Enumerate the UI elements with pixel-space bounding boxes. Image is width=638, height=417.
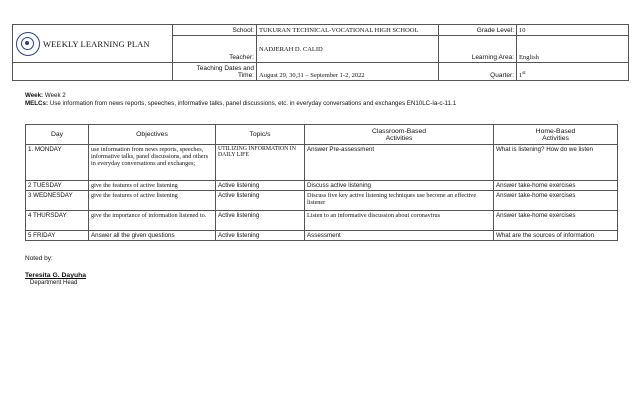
objective-cell: use information from news reports, speeches, informative talks, panel discussions, and others in everyday conversations and exchanges; [89, 145, 216, 181]
signatory-role: Department Head [30, 280, 78, 286]
day-cell: 1. MONDAY [26, 145, 89, 181]
table-row [26, 191, 618, 211]
table-row [26, 211, 618, 231]
day-cell: 4 THURSDAY [26, 211, 89, 231]
area-label: Learning Area: [439, 36, 517, 63]
teacher-value: NADJERAH D. CALID [257, 36, 439, 63]
day-header: Day [26, 125, 89, 145]
header-title-cell [13, 25, 173, 63]
day-cell: 3 WEDNESDAY [26, 191, 89, 211]
quarter-suffix: st [522, 70, 526, 76]
school-label: School: [173, 25, 257, 36]
dates-label-line-1: Teaching Dates and [196, 65, 254, 72]
objective-cell: give the importance of information listened to. [89, 211, 216, 231]
grade-label: Grade Level: [439, 25, 517, 36]
week-line [25, 92, 66, 99]
home-header-line-1: Home-Based [535, 127, 576, 135]
school-value: TUKURAN TECHNICAL-VOCATIONAL HIGH SCHOOL [257, 25, 439, 36]
home-cell: Answer take-home exercises [494, 211, 618, 231]
day-cell: 5 FRIDAY [26, 231, 89, 241]
objective-cell: give the features of active listening [89, 191, 216, 211]
week-label: Week: [25, 92, 44, 99]
home-cell: Answer take-home exercises [494, 181, 618, 191]
noted-by-label: Noted by: [25, 255, 53, 262]
day-cell: 2 TUESDAY [26, 181, 89, 191]
grade-value: 10 [517, 25, 629, 36]
blank-cell [13, 63, 173, 81]
week-value: Week 2 [44, 92, 66, 99]
topic-cell: Active listening [216, 231, 305, 241]
classroom-header-line-1: Classroom-Based [371, 127, 427, 135]
melc-label: MELCs: [25, 100, 49, 107]
dates-label [173, 63, 257, 81]
objectives-header: Objectives [89, 125, 216, 145]
quarter-label: Quarter: [439, 63, 517, 81]
melc-line [25, 100, 456, 107]
topic-cell: Active listening [216, 191, 305, 211]
deped-seal-icon [16, 32, 40, 56]
quarter-number: 1 [519, 72, 523, 79]
weekly-plan-table [25, 124, 618, 241]
home-header-line-2: Activities [542, 134, 569, 142]
table-row [26, 231, 618, 241]
home-cell: What is listening? How do we listen [494, 145, 618, 181]
classroom-header-line-2: Activities [385, 134, 413, 142]
topic-cell: Active listening [216, 211, 305, 231]
quarter-value [517, 63, 629, 81]
classroom-cell: Assessment [305, 231, 494, 241]
teacher-label: Teacher: [173, 36, 257, 63]
signatory-name: Teresita G. Dayuha [25, 272, 87, 279]
home-cell: Answer take-home exercises [494, 191, 618, 211]
classroom-header [305, 125, 494, 145]
classroom-cell: Listen to an informative discussion about coronavirus [305, 211, 494, 231]
header-table [12, 24, 629, 81]
melc-value: Use information from news reports, speeches, informative talks, panel discussions, etc. in everyday conversations and exchanges EN10LC-Ia-c-11.1 [49, 100, 457, 107]
home-header [494, 125, 618, 145]
classroom-cell: Discuss active listening [305, 181, 494, 191]
objective-cell: give the features of active listening [89, 181, 216, 191]
plan-title: WEEKLY LEARNING PLAN [43, 38, 150, 49]
classroom-cell: Discuss five key active listening techniques use become an effective listener [305, 191, 494, 211]
area-value: English [517, 36, 629, 63]
dates-label-line-2: Time: [237, 72, 254, 79]
topic-cell: Active listening [216, 181, 305, 191]
objective-cell: Answer all the given questions [89, 231, 216, 241]
home-cell: What are the sources of information [494, 231, 618, 241]
table-row [26, 181, 618, 191]
classroom-cell: Answer Pre-assessment [305, 145, 494, 181]
topic-cell: UTILIZING INFORMATION IN DAILY LIFE [216, 145, 305, 181]
table-row [26, 145, 618, 181]
topics-header: Topic/s [216, 125, 305, 145]
dates-value: August 29, 30,31 – September 1-2, 2022 [257, 63, 439, 81]
